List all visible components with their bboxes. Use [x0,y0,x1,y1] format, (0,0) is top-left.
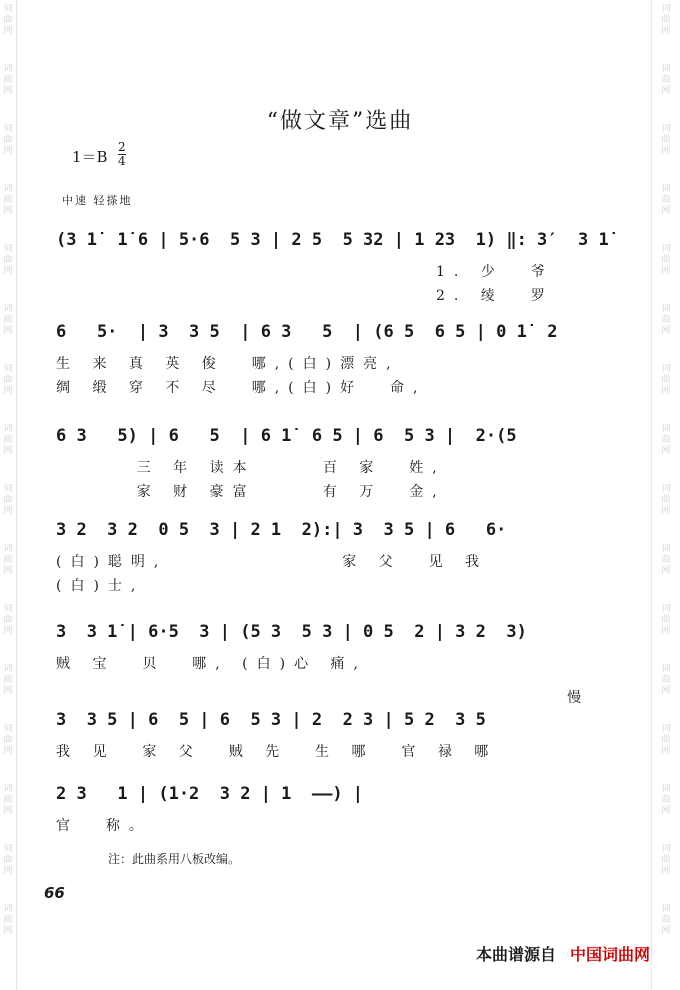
notation-row: 6 3 5) | 6 5 | 6 1̇ 6 5 | 6 5 3 | 2·(5 [56,426,517,446]
page-title: “做文章”选曲 [266,109,414,134]
lyric-row: (白)聪明, 家 父 见 我 [56,554,489,570]
score-line-2 [56,322,558,400]
watermark-glyphs: 词 曲 网 [3,4,13,36]
notation-row: 2 3 1 | (1·2 3 2 | 1 ——) | [56,784,364,804]
notation-row: 6 5· | 3 3 5 | 6 3 5 | (6 5 6 5 | 0 1̇ 2 [56,322,558,342]
watermark-glyphs: 词 曲 网 [661,724,671,756]
watermark-glyphs: 词 曲 网 [661,664,671,696]
time-denominator: 4 [118,154,126,168]
notation-row: 3 3 1̇ | 6·5 3 | (5 3 5 3 | 0 5 2 | 3 2 3) [56,622,527,642]
score-line-6 [56,686,591,764]
lyric-row: 我 见 家 父 贼 先 生 哪 官 禄 哪 [56,744,498,760]
notation-row: 3 2 3 2 0 5 3 | 2 1 2):| 3 3 5 | 6 6· [56,520,507,540]
score-line-1 [56,230,609,308]
watermark-glyphs: 词 曲 网 [3,424,13,456]
watermark-glyphs: 词 曲 网 [3,544,13,576]
watermark-glyphs: 词 曲 网 [661,184,671,216]
watermark-glyphs: 词 曲 网 [3,484,13,516]
lyric-row: 官 称。 [56,818,152,834]
watermark-glyphs: 词 曲 网 [3,244,13,276]
watermark-glyphs: 词 曲 网 [3,904,13,936]
score-line-4 [56,520,552,598]
score-line-7 [56,784,552,838]
watermark-glyphs: 词 曲 网 [661,304,671,336]
key-signature [72,140,126,168]
lyric-row: 生 来 真 英 俊 哪,(白)漂亮, [56,356,400,372]
lyric-row: 家 财 豪富 有 万 金, [56,484,446,500]
watermark-glyphs: 词 曲 网 [3,784,13,816]
watermark-glyphs: 词 曲 网 [661,604,671,636]
tempo-marking: 中速 轻搽地 [62,194,133,207]
lyric-row: 贼 宝 贝 哪, (白)心 痛, [56,656,367,672]
notation-row: 3 3 5 | 6 5 | 6 5 3 | 2 2 3 | 5 2 3 5 [56,710,486,730]
watermark-glyphs: 词 曲 网 [661,784,671,816]
lyric-row: 1. 少 爷 [436,264,554,280]
lyric-row: 三 年 读本 百 家 姓, [56,460,446,476]
key-label: 1＝B [72,148,108,166]
lyric-row: 2. 绫 罗 [436,288,554,304]
source-site: 中国词曲网 [569,945,650,964]
notation-row: (3 1̇ 1̇ 6 | 5·6 5 3 | 2 5 5 32 | 1 23 1) ‖: 3′ 3 1̇ [56,230,609,250]
watermark-glyphs: 词 曲 网 [3,364,13,396]
footnote: 注：此曲系用八板改编。 [108,852,241,866]
score-line-5 [56,622,552,676]
watermark-glyphs: 词 曲 网 [661,424,671,456]
time-signature [118,141,126,168]
watermark-glyphs: 词 曲 网 [661,904,671,936]
watermark-glyphs: 词 曲 网 [3,724,13,756]
time-numerator: 2 [118,140,126,154]
watermark-glyphs: 词 曲 网 [661,4,671,36]
watermark-glyphs: 词 曲 网 [661,244,671,276]
watermark-glyphs: 词 曲 网 [3,124,13,156]
watermark-glyphs: 词 曲 网 [661,484,671,516]
watermark-glyphs: 词 曲 网 [3,604,13,636]
watermark-glyphs: 词 曲 网 [3,844,13,876]
watermark-glyphs: 词 曲 网 [661,844,671,876]
watermark-glyphs: 词 曲 网 [661,124,671,156]
watermark-glyphs: 词 曲 网 [3,664,13,696]
watermark-glyphs: 词 曲 网 [661,64,671,96]
watermark-glyphs: 词 曲 网 [661,544,671,576]
watermark-glyphs: 词 曲 网 [3,64,13,96]
score-line-3 [56,426,552,504]
page-number: 66 [44,884,65,902]
watermark-glyphs: 词 曲 网 [661,364,671,396]
watermark-glyphs: 词 曲 网 [3,304,13,336]
lyric-row: 绸 缎 穿 不 尽 哪,(白)好 命, [56,380,427,396]
watermark-glyphs: 词 曲 网 [3,184,13,216]
source-label: 本曲谱源自 [475,945,556,964]
source-credit [476,942,650,965]
lyric-row: (白)士, [56,578,145,594]
tempo-change: 慢 [56,690,591,706]
